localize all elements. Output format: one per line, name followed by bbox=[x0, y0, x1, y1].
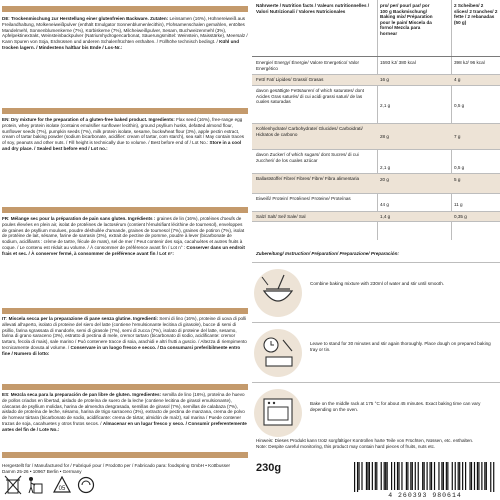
hint-de: Hinweis: Dieses Produkt kann trotz sorgfältiger Kontrollen harte Teile von Früchten, Nüssen, etc. enthalten. bbox=[256, 438, 474, 443]
net-weight: 230g bbox=[256, 462, 282, 474]
barcode-bar bbox=[446, 462, 447, 490]
barcode-bar bbox=[397, 462, 398, 490]
barcode-bar bbox=[443, 462, 444, 490]
lang-title: Mélange sec pour la préparation de pain sans gluten. Ingrédients : bbox=[10, 216, 156, 221]
barcode bbox=[350, 460, 500, 500]
barcode-bar bbox=[458, 462, 459, 490]
barcode-bar bbox=[394, 462, 395, 490]
barcode-bar bbox=[431, 462, 432, 490]
barcode-bar bbox=[438, 462, 439, 490]
lang-tail: Almacenar en un lugar fresco y seco. / Consumir preferentemente antes del fin de / Lote No.: bbox=[2, 420, 247, 432]
barcode-bar bbox=[455, 462, 456, 490]
lang-tail: Conserver dans un endroit frais et sec. / À conserver fermé, à consommer de préférence avant fin / Lot n°: bbox=[2, 244, 245, 256]
lang-code: IT bbox=[2, 316, 7, 321]
lang-tail: Kühl und trocken lagern. / Mindestens haltbar bis Ende / Los-Nr.: bbox=[2, 39, 239, 50]
row-label: Kohlenhydrate/ Carbohydrate/ Glucides/ Carboidrati/ Hidratos de carbono bbox=[256, 126, 363, 137]
barcode-bar bbox=[422, 462, 423, 490]
barcode-bar bbox=[367, 462, 368, 490]
barcode-bar bbox=[387, 462, 388, 490]
row-value-serving: 11 g bbox=[454, 202, 463, 207]
barcode-bar bbox=[493, 462, 494, 492]
step-text: Leave to stand for 30 minutes and stir again thoroughly. Place dough on prepared baking tray or tin. bbox=[310, 341, 491, 352]
row-value-100g: 2,1 g bbox=[380, 103, 391, 108]
lang-tail: Store in a cool and dry place. / Sealed best before end / Lot no.: bbox=[2, 140, 242, 151]
divider-bar bbox=[2, 6, 248, 12]
barcode-bar bbox=[474, 462, 475, 490]
barcode-bar bbox=[447, 462, 448, 490]
lang-body: graines de lin (16%), protéines d'oeufs de poules élevées en plein air, isolat de protéines de lactosérum (contient l'émulsifiant lécithine de tournesol), enveloppes de graines de psyllium moulues, poudre déshuilée d'amande, graines de tournesol (7%), graines de potiron (7%), isolat de protéine de lait, sésame, farine de sarrasin (3%), extrait de pectine de pomme, poudre à lever (bicarbonate de sodium, acidifiants : crème de tartre, fécule de maïs), sel de mer / Peut contenir des soja, cacahuètes et autres fruits à coque. / Le contenu est réduit au volume. / À consommer de préférence avant fin / Lot n° : bbox=[2, 216, 245, 250]
hint-en: Note: Despite careful monitoring, this product may contain hard pieces of fruits, nuts etc. bbox=[256, 443, 436, 449]
barcode-bar bbox=[361, 462, 362, 490]
barcode-bar bbox=[410, 462, 411, 490]
row-label: Fett/ Fat/ Lipides/ Grassi/ Grasas bbox=[256, 77, 324, 82]
row-value-100g: 28 g bbox=[380, 134, 389, 139]
lang-code: DE bbox=[2, 16, 9, 21]
row-label: davon gesättigte Fettsäuren/ of which saturates/ dont Acides Gras saturés/ di cui acidi grassi saturi/ de las cuales saturadas bbox=[256, 88, 365, 105]
nutrition-row-protein bbox=[252, 194, 500, 212]
barcode-bar bbox=[366, 462, 367, 490]
row-value-100g: 20 g bbox=[380, 177, 389, 182]
barcode-bar bbox=[372, 462, 373, 490]
nutrition-row-fat bbox=[252, 75, 500, 86]
barcode-bar bbox=[477, 462, 478, 490]
barcode-bar bbox=[441, 462, 442, 490]
divider-bar bbox=[2, 384, 248, 390]
row-value-serving: 4 g bbox=[454, 77, 461, 82]
barcode-bar bbox=[452, 462, 453, 490]
divider-bar bbox=[2, 308, 248, 314]
divider-bar bbox=[2, 207, 248, 213]
row-value-100g: 1,4 g bbox=[380, 214, 391, 219]
lang-body: Flax seed (16%), free-range egg protein, whey protein isolate (contains emulsifier sunflower lecithin), ground psyllium husks, defatted almond flour, sunflower seeds (7%), pumpkin seeds (7%), milk protein isolate, sesame, buckwheat flour (3%), apple pectin extract, cream of tartar baking powder (sodium bicarbonate, acidifier: cream of tartar, corn starch), sea salt / May contain traces of soy, peanuts and other nuts. / Fill height is technically due to volume. / Best before end of / Lot No.: bbox=[2, 117, 245, 145]
lang-block-es: ES: Mezcla seca para la preparación de pan libre de gluten. Ingredientes: semilla de lino (16%), proteína de huevo de pollos criados en libertad, aislado de proteína de suero de la leche (contiene lecitina de girasol emulsionante), cáscaras de psyllium molidas, harina de almendra desgrasada, semillas de girasol (7%), semillas de calabaza (7%), aislado de proteína de leche, sésamo, harina de trigo sarraceno (3%), extracto de pectina de manzana, crema de polvo de hornear tártara (bicarbonato de sodio, acidificante: crema de tártar, almidón de maíz), sal marina / Puede contener trazas de soja, cacahuetes y otros frutos secos. / Almacenar en un lugar fresco y seco. / Consumir preferentemente antes del fin de / Lote No.: bbox=[2, 392, 247, 432]
mixing-bowl-icon bbox=[252, 267, 304, 319]
barcode-bar bbox=[462, 462, 463, 490]
lang-block-de: DE: Trockenmischung zur Herstellung einer glutenfreien Backware. Zutaten: Leinsamen (16%), Hühnereiweiß aus Freilandhaltung, Molkeneiweißpulver (enthält Emulgator Sonnenblumenlecithin), Flohsamenschalen gemahlen, entöltes Mandelmehl, Sonnenblumenkerne (7%), Kürbiskerne (7%), Milcheiweißpulver, Sesam, Buchweizenmehl (3%), Apfelpektinextrakt, Weinsteinbackpulver (Natriumhydrogencarbonat, Säuerungsmittel: Weinstein, Maisstärke), Meersalz / Kann Spuren von Soja, Erdnüssen und anderen Schalenfrüchten enthalten. / Füllhöhe technisch bedingt. / Kühl und trocken lagern. / Mindestens haltbar bis Ende / Los-Nr.: bbox=[2, 16, 248, 50]
nutrition-and-preparation-column bbox=[252, 0, 500, 500]
row-label: davon Zucker/ of which sugars/ dont Sucres/ di cui zuccheri/ de los cuales azúcar bbox=[256, 152, 359, 163]
nutrition-row-salt bbox=[252, 212, 500, 222]
lang-code: FR bbox=[2, 216, 9, 221]
row-value-serving: 0,5 g bbox=[454, 103, 465, 108]
header-per-100g: pro/ per/ pour/ par/ por 100 g Backmischung/ Baking mix/ Préparation pour le pain/ Miscela da forno/ Mezcla para hornear bbox=[380, 3, 433, 36]
clock-and-tray-icon bbox=[252, 327, 304, 379]
barcode-bar bbox=[424, 462, 425, 490]
oven-icon bbox=[252, 387, 304, 439]
barcode-bar bbox=[434, 462, 435, 490]
nutrition-row-sugars bbox=[252, 150, 500, 174]
header-nutrition-facts: Nährwerte / Nutrition facts / Valeurs nutritionnelles / Valori Nutrizionali / Valores Nutricionales bbox=[256, 3, 370, 14]
lang-title: Dry mixture for the preparation of a gluten-free baked product. Ingredients: bbox=[10, 117, 175, 122]
lang-code: EN bbox=[2, 117, 9, 122]
row-value-100g: 44 g bbox=[380, 202, 389, 207]
preparation-title: Zubereitung/ Instruction/ Préparation/ Preparazione/ Preparación: bbox=[256, 251, 399, 256]
divider-bar bbox=[2, 108, 248, 114]
lang-code: ES bbox=[2, 392, 9, 397]
lang-body: Leinsamen (16%), Hühnereiweiß aus Freilandhaltung, Molkeneiweißpulver (enthält Emulgator Sonnenblumenlecithin), Flohsamenschalen gemahlen, entöltes Mandelmehl, Sonnenblumenkerne (7%), Kürbiskerne (7%), Milcheiweißpulver, Sesam, Buchweizenmehl (3%), Apfelpektinextrakt, Weinsteinbackpulver (Natriumhydrogencarbonat, Säuerungsmittel: Weinstein, Maisstärke), Meersalz / Kann Spuren von Soja, Erdnüssen und anderen Schalenfrüchten enthalten. / Füllhöhe technisch bedingt. / bbox=[2, 16, 248, 44]
row-value-serving: 0,5 g bbox=[454, 165, 465, 170]
nutrition-header-row bbox=[252, 0, 500, 57]
lang-title: Trockenmischung zur Herstellung einer glutenfreien Backware. Zutaten: bbox=[10, 16, 169, 21]
nutrition-row-carbohydrate bbox=[252, 124, 500, 150]
barcode-number: 4 260393 980614 bbox=[388, 492, 462, 499]
allergen-hint bbox=[256, 438, 498, 450]
tidyman-icon bbox=[26, 475, 48, 495]
lang-body: semilla de lino (16%), proteína de huevo de pollos criados en libertad, aislado de proteína de suero de la leche (contiene lecitina de girasol emulsionante), cáscaras de psyllium molidas, harina de almendra desgrasada, semillas de girasol (7%), semillas de calabaza (7%), aislado de proteína de leche, sésamo, harina de trigo sarraceno (3%), extracto de pectina de manzana, crema de polvo de hornear tártara (bicarbonato de sodio, acidificante: crema de tártar, almidón de maíz), sal marina / Puede contener trazas de soja, cacahuetes y otros frutos secos. / bbox=[2, 392, 245, 426]
barcode-bar bbox=[391, 462, 392, 490]
barcode-bar bbox=[406, 462, 407, 490]
nutrition-table bbox=[252, 0, 500, 222]
barcode-bar bbox=[376, 462, 377, 490]
lang-block-en: EN: Dry mixture for the preparation of a gluten-free baked product. Ingredients: Flax seed (16%), free-range egg protein, whey protein isolate (contains emulsifier sunflower lecithin), ground psyllium husks, defatted almond flour, sunflower seeds (7%), pumpkin seeds (7%), milk protein isolate, sesame, buckwheat flour (3%), apple pectin extract, cream of tartar baking powder (sodium bicarbonate, acidifier: cream of tartar, corn starch), sea salt / May contain traces of soy, peanuts and other nuts. / Fill height is technically due to volume. / Best before end of / Lot No.: Store in a cool and dry place. / Sealed best before end / Lot no.: bbox=[2, 117, 245, 151]
barcode-bar bbox=[469, 462, 470, 490]
barcode-bar bbox=[478, 462, 479, 490]
header-per-serving: 2 Scheiben/ 2 slices/ 2 tranches/ 2 fette / 2 rebanadas (50 g) bbox=[454, 3, 498, 25]
preparation-step-3 bbox=[252, 382, 500, 442]
barcode-bar bbox=[471, 462, 472, 490]
lang-tail: Conservare in un luogo fresco e secco. / Da consumarsi preferibilmente entro fine / Numero di lotto: bbox=[2, 344, 241, 356]
barcode-bar bbox=[401, 462, 402, 490]
lang-block-it: IT: Miscela secca per la preparazione di pane senza glutine. Ingredienti: Semi di lino (16%), proteine di uova di polli allevati all'aperto, isolato di proteine del siero del latte (contiene l'emulsionante lecitina di girasole), bucce di semi di psillio, farina sgrassata di mandorle, semi di girasole (7%), semi di zucca (7%), isolato di proteine del latte, sesamo, farina di grano saraceno (3%), estratto di pectina di mele, cremor tartaro (bicarbonato di sodio, acidificante: cremor tartaro, fecola di mais), sale marino / Può contenere tracce di soia, arachidi e altri frutti a guscio. / Altezza di riempimento tecnicamente dovuta al volume. / Conservare in un luogo fresco e secco. / Da consumarsi preferibilmente entro fine / Numero di lotto: bbox=[2, 316, 247, 356]
row-value-serving: 0,35 g bbox=[454, 214, 467, 219]
barcode-bar bbox=[415, 462, 416, 490]
step-text: Bake on the middle rack at 175 °C for about 45 minutes. Exact baking time can vary depending on the oven. bbox=[310, 401, 481, 412]
barcode-bar bbox=[369, 462, 370, 490]
barcode-bar bbox=[484, 462, 485, 490]
lang-title: Mezcla seca para la preparación de pan libre de gluten. Ingredientes: bbox=[10, 392, 162, 397]
preparation-step-1 bbox=[252, 262, 500, 322]
nutrition-row-fibre bbox=[252, 174, 500, 194]
row-value-100g: 1593 kJ/ 380 kcal bbox=[380, 60, 416, 65]
barcode-bar bbox=[486, 462, 487, 490]
nutrition-row-saturates bbox=[252, 86, 500, 124]
lang-body: Semi di lino (16%), proteine di uova di polli allevati all'aperto, isolato di proteine del siero del latte (contiene l'emulsionante lecitina di girasole), bucce di semi di psillio, farina sgrassata di mandorle, semi di girasole (7%), semi di zucca (7%), isolato di proteine del latte, sesamo, farina di grano saraceno (3%), estratto di pectina di mele, cremor tartaro (bicarbonato di sodio, acidificante: cremor tartaro, fecola di mais), sale marino / Può contenere tracce di soia, arachidi e altri frutti a guscio. / Altezza di riempimento tecnicamente dovuta al volume. / bbox=[2, 316, 247, 350]
barcode-bar bbox=[354, 462, 355, 492]
pp-recycle-icon bbox=[76, 476, 96, 494]
row-label: Ballaststoffe/ Fibre/ Fibres/ Fibre/ Fibra alimentaria bbox=[256, 176, 360, 181]
row-value-serving: 5 g bbox=[454, 177, 461, 182]
barcode-bar bbox=[481, 462, 482, 490]
row-label: Energie/ Energy/ Énergie/ Valore Energetico/ Valor Energético bbox=[256, 60, 359, 71]
recycle-symbol-icon bbox=[52, 476, 72, 494]
barcode-bar bbox=[375, 462, 376, 490]
divider-bar bbox=[2, 452, 248, 458]
row-value-100g: 2,1 g bbox=[380, 165, 391, 170]
barcode-bar bbox=[418, 462, 419, 490]
barcode-bar bbox=[465, 462, 466, 490]
barcode-bar bbox=[358, 462, 359, 490]
barcode-bar bbox=[490, 462, 491, 492]
barcode-bar bbox=[385, 462, 386, 490]
barcode-bar bbox=[357, 462, 358, 492]
barcode-bar bbox=[407, 462, 408, 490]
barcode-bar bbox=[429, 462, 430, 490]
barcode-bar bbox=[381, 462, 382, 490]
row-value-serving: 398 kJ/ 96 kcal bbox=[454, 60, 485, 65]
barcode-bar bbox=[398, 462, 399, 490]
waste-bin-icon bbox=[4, 475, 22, 495]
preparation-step-2 bbox=[252, 322, 500, 382]
recycling-icons bbox=[4, 475, 244, 497]
lang-title: Miscela secca per la preparazione di pane senza glutine. Ingredienti: bbox=[8, 316, 159, 321]
row-label: Eiweiß/ Protein/ Protéines/ Proteine/ Proteínas bbox=[256, 196, 351, 201]
nutrition-row-energy bbox=[252, 57, 500, 75]
step-text: Combine baking mixture with 230ml of water and stir until smooth. bbox=[310, 281, 445, 286]
barcode-bar bbox=[459, 462, 460, 490]
row-label: Salz/ Salt/ Sel/ Sale/ Sal bbox=[256, 214, 306, 219]
lang-block-fr: FR: Mélange sec pour la préparation de pain sans gluten. Ingrédients : graines de lin (16%), protéines d'oeufs de poules élevées en plein air, isolat de protéines de lactosérum (contient l'émulsifiant lécithine de tournesol), enveloppes de graines de psyllium moulues, poudre déshuilée d'amande, graines de tournesol (7%), graines de potiron (7%), isolat de protéine de lait, sésame, farine de sarrasin (3%), extrait de pectine de pomme, poudre à lever (bicarbonate de sodium, acidifiants : crème de tartre, fécule de maïs), sel de mer / Peut contenir des soja, cacahuètes et autres fruits à coque. / Le contenu est réduit au volume. / À consommer de préférence avant fin / Lot n° : Conserver dans un endroit frais et sec. / À conserver fermé, à consommer de préférence avant fin / Lot n°: bbox=[2, 216, 245, 256]
barcode-bar bbox=[427, 462, 428, 490]
barcode-bar bbox=[412, 462, 413, 490]
manufacturer-line: Hergestellt für / Manufactured for / Fabriqué pour / Prodotto per / Fabricado para: foodspring GmbH • Kottbusser Damm 25-26 • 10967 Berlin • Germany bbox=[2, 463, 231, 474]
svg-text:05: 05 bbox=[58, 486, 66, 492]
row-value-serving: 7 g bbox=[454, 134, 461, 139]
row-value-100g: 16 g bbox=[380, 77, 389, 82]
barcode-bar bbox=[384, 462, 385, 490]
